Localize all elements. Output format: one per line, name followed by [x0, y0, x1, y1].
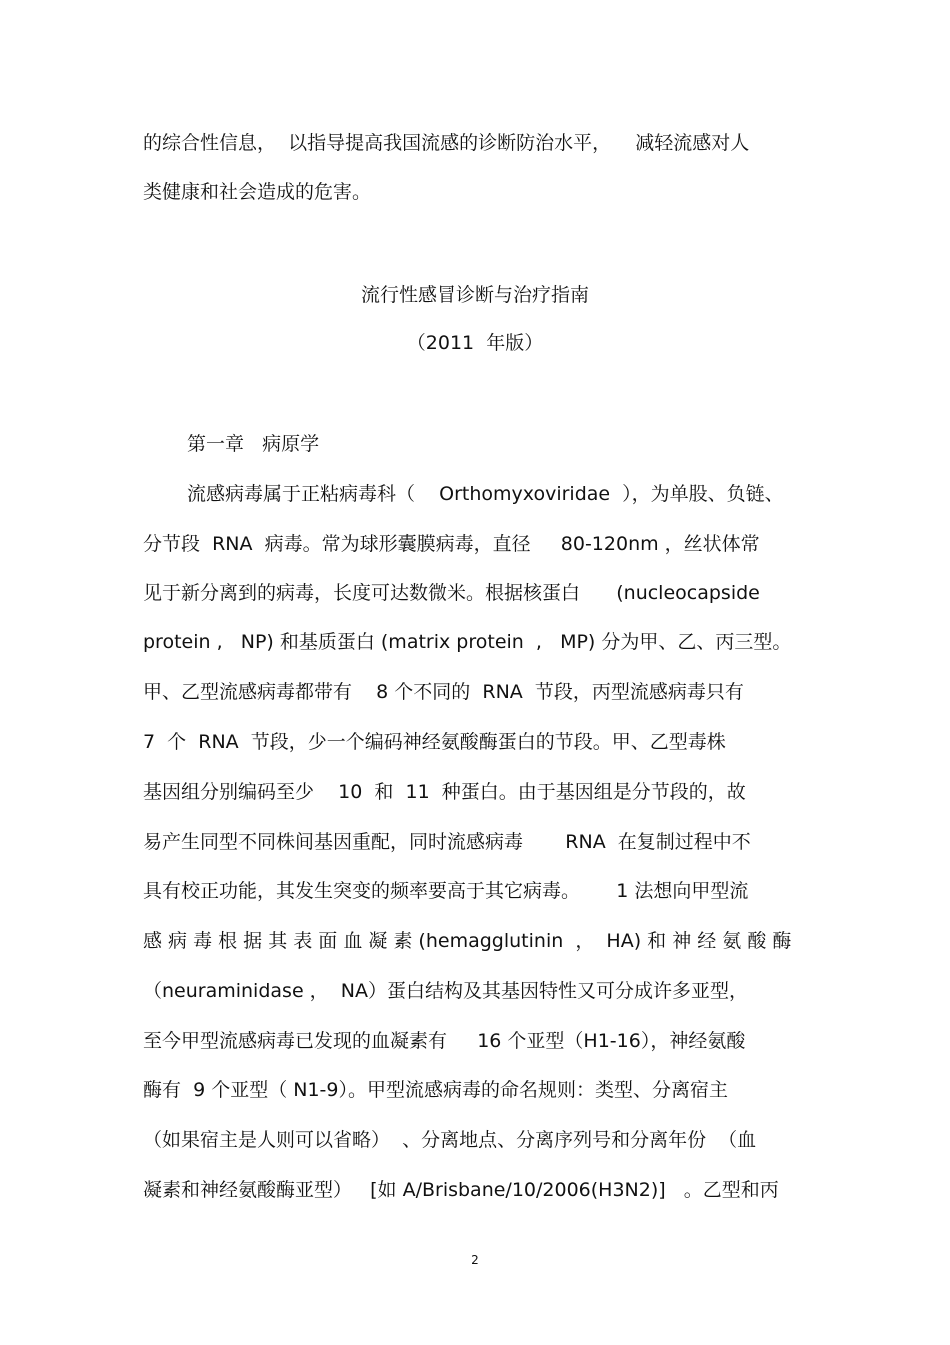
chapter-heading: 第一章 病原学	[187, 433, 320, 455]
document-subtitle: （2011 年版）	[406, 332, 544, 354]
body-line-8: 易产生同型不同株间基因重配，同时流感病毒 RNA 在复制过程中不	[143, 831, 751, 853]
intro-line-2: 类健康和社会造成的危害。	[143, 181, 372, 203]
body-line-11: （neuraminidase ， NA）蛋白结构及其基因特性又可分成许多亚型，	[143, 980, 748, 1002]
body-line-7: 基因组分别编码至少 10 和 11 种蛋白。由于基因组是分节段的，故	[143, 781, 746, 803]
intro-line-1: 的综合性信息， 以指导提高我国流感的诊断防治水平， 减轻流感对人	[143, 132, 750, 154]
body-line-1: 流感病毒属于正粘病毒科（ Orthomyxoviridae ），为单股、负链、	[187, 483, 784, 505]
body-line-3: 见于新分离到的病毒，长度可达数微米。根据核蛋白 (nucleocapside	[143, 582, 760, 604]
body-line-9: 具有校正功能，其发生突变的频率要高于其它病毒。 1 法想向甲型流	[143, 880, 749, 902]
document-title: 流行性感冒诊断与治疗指南	[360, 284, 589, 306]
body-line-2: 分节段 RNA 病毒。常为球形囊膜病毒，直径 80-120nm ，丝状体常	[143, 533, 760, 555]
body-line-13: 酶有 9 个亚型（ N1-9）。甲型流感病毒的命名规则：类型、分离宿主	[143, 1079, 728, 1101]
body-line-10: 感 病 毒 根 据 其 表 面 血 凝 素 (hemagglutinin ， HA) 和 神 经 氨 酸 酶	[143, 930, 792, 952]
body-line-12: 至今甲型流感病毒已发现的血凝素有 16 个亚型（H1-16），神经氨酸	[143, 1030, 746, 1052]
page-number: 2	[471, 1253, 479, 1267]
body-line-4: protein , NP) 和基质蛋白 (matrix protein , MP) 分为甲、乙、丙三型。	[143, 631, 792, 653]
body-line-5: 甲、乙型流感病毒都带有 8 个不同的 RNA 节段，丙型流感病毒只有	[143, 681, 744, 703]
body-line-14: （如果宿主是人则可以省略） 、分离地点、分离序列号和分离年份 （血	[143, 1129, 757, 1151]
body-line-6: 7 个 RNA 节段，少一个编码神经氨酸酶蛋白的节段。甲、乙型毒株	[143, 731, 726, 753]
body-line-15: 凝素和神经氨酸酶亚型） [如 A/Brisbane/10/2006(H3N2)] 。乙型和丙	[143, 1179, 779, 1201]
